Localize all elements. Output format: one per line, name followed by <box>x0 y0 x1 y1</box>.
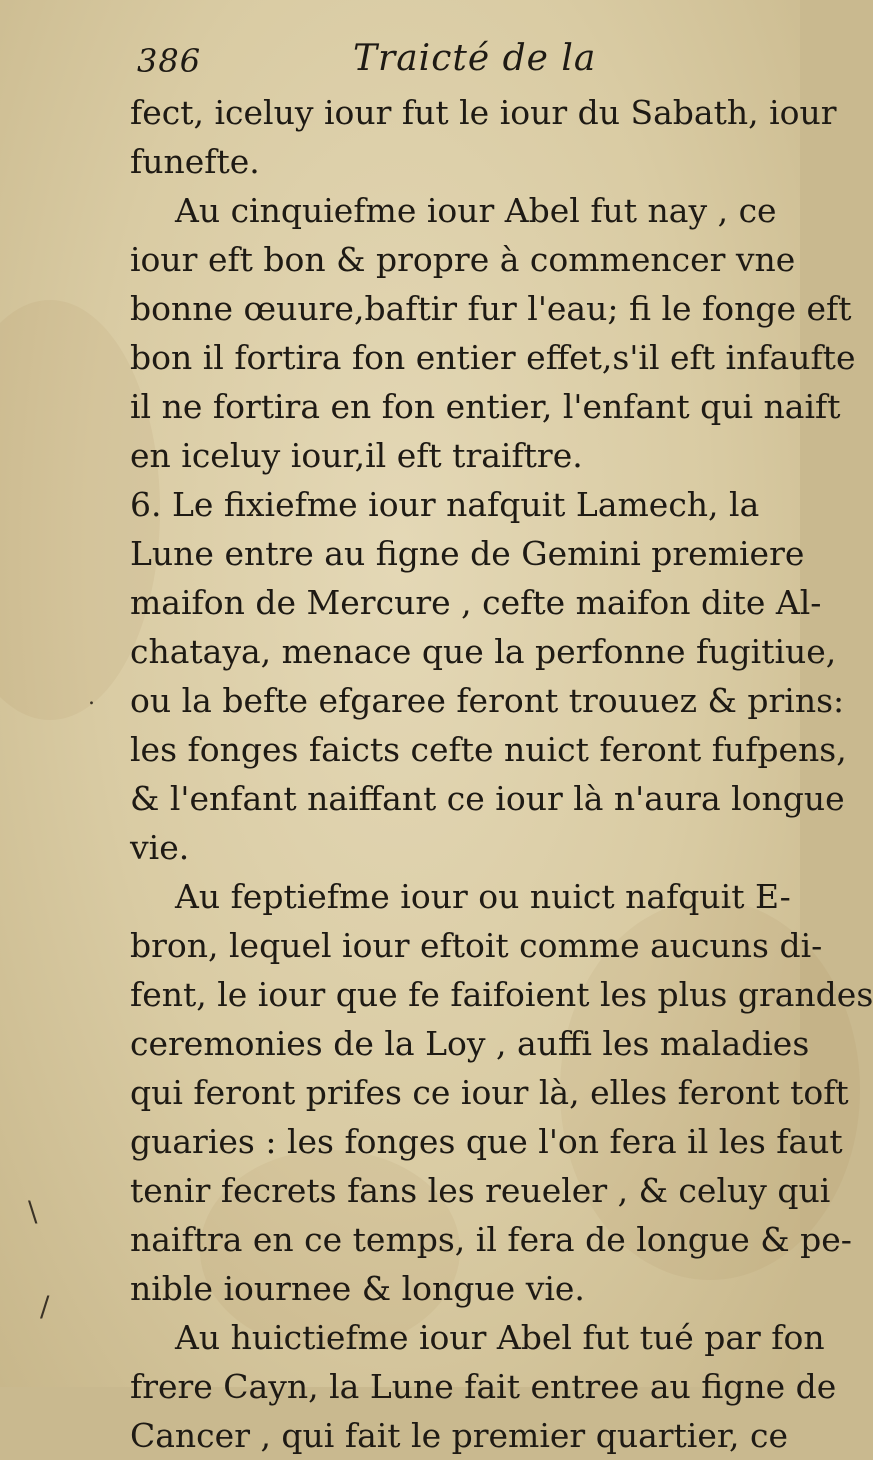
running-title: Traicté de la <box>353 38 597 79</box>
text-line: vie. <box>130 828 190 867</box>
text-line: fect, iceluy iour fut le iour du Sabath, iour <box>130 93 837 132</box>
text-line: en iceluy iour,il eft traiftre. <box>130 436 583 475</box>
text-line: Lune entre au figne de Gemini premiere <box>130 534 805 573</box>
text-line: bonne œuure,baftir fur l'eau; fi le fonge eft <box>130 289 852 328</box>
text-line: ou la befte efgaree feront trouuez & prins: <box>130 681 845 720</box>
text-line: Au cinquiefme iour Abel fut nay , ce <box>175 191 777 230</box>
text-line: bon il fortira fon entier effet,s'il eft infaufte <box>130 338 856 377</box>
text-line: naiftra en ce temps, il fera de longue & pe- <box>130 1220 852 1259</box>
text-line: qui feront prifes ce iour là, elles feront toft <box>130 1073 849 1112</box>
page-number: 386 <box>137 42 202 80</box>
text-line: nible iournee & longue vie. <box>130 1269 585 1308</box>
text-line: maifon de Mercure , cefte maifon dite Al- <box>130 583 822 622</box>
text-line: funefte. <box>130 142 260 181</box>
text-line: 6. Le fixiefme iour nafquit Lamech, la <box>130 485 760 524</box>
text-line: guaries : les fonges que l'on fera il les faut <box>130 1122 843 1161</box>
text-line: il ne fortira en fon entier, l'enfant qui naift <box>130 387 841 426</box>
body-text <box>130 88 873 1460</box>
page-header <box>135 38 775 88</box>
text-line: Au huictiefme iour Abel fut tué par fon <box>175 1318 825 1357</box>
text-line: bron, lequel iour eftoit comme aucuns di- <box>130 926 823 965</box>
text-line: ceremonies de la Loy , auffi les maladies <box>130 1024 810 1063</box>
margin-mark: . <box>88 685 95 710</box>
margin-mark: / <box>40 1290 50 1323</box>
text-line: fent, le iour que fe faifoient les plus grandes <box>130 975 873 1014</box>
text-line: frere Cayn, la Lune fait entree au figne de <box>130 1367 837 1406</box>
text-line: iour eft bon & propre à commencer vne <box>130 240 796 279</box>
text-line: Au feptiefme iour ou nuict nafquit E- <box>175 877 791 916</box>
text-line: chataya, menace que la perfonne fugitiue, <box>130 632 837 671</box>
text-line: les fonges faicts cefte nuict feront fufpens, <box>130 730 847 769</box>
text-line: Cancer , qui fait le premier quartier, ce <box>130 1416 789 1455</box>
margin-mark: \ <box>28 1195 38 1228</box>
text-line: & l'enfant naiffant ce iour là n'aura longue <box>130 779 845 818</box>
text-line: tenir fecrets fans les reueler , & celuy qui <box>130 1171 831 1210</box>
